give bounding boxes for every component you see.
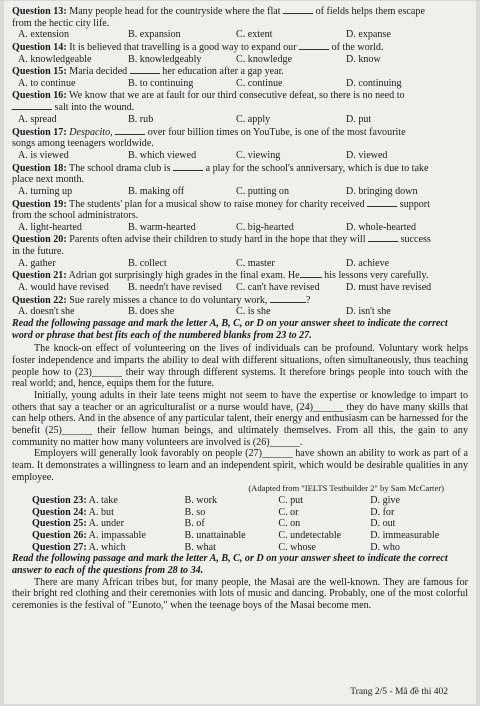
answer-blank [300,269,322,278]
question-17: Question 17: Despacito, over four billion times on YouTube, is one of the most favourite songs among teenagers worldwide. A. is viewed B. which viewed C. viewing D. viewed [12,126,406,161]
question-15: Question 15: Maria decided her education after a gap year. A. to continue B. to continuing C. continue D. continuing [12,66,402,89]
question-23: Question 23: A. take B. work C. put D. give [32,494,400,506]
passage-source: (Adapted from "IELTS Testbuilder 2" by Sam McCarter) [248,483,444,494]
passage-paragraph: Initially, young adults in their late teens might not seem to have the expertise or knowledge to impart to others that say a teacher or an agriculturalist or a nurse would have, (24)______ they do have many skills that can help others. And in the absence of any particular talent, their energy and enthusiasm can be harnessed for the benefit (25)______ their fellow human beings, and ultimately themselves. From all this, the gain to any community no matter how many volunteers are involved is (26)______. [12,390,468,448]
answer-blank [173,162,203,171]
question-19: Question 19: The students' plan for a musical show to raise money for charity received support from the school administrators. A. light-hearted B. warm-hearted C. big-hearted D. whole-hearted [12,198,430,233]
passage-instruction: Read the following passage and mark the letter A, B, C, or D on your answer sheet to indicate the correct answer to each of the questions from 28 to 34. [12,553,448,576]
question-24: Question 24: A. but B. so C. or D. for [32,506,395,518]
reading-passage [12,343,468,483]
question-14: Question 14: It is believed that travelling is a good way to expand our of the world. A. knowledgeable B. knowledgeably C. knowledge D. know [12,41,384,65]
answer-blank [299,41,329,50]
answer-blank [270,294,306,303]
question-21: Question 21: Adrian got surprisingly high grades in the final exam. He his lessons very carefully. A. would have revised B. needn't have revised C. can't have revised D. must have revised [12,270,432,294]
answer-blank [130,65,160,74]
passage-paragraph: There are many African tribes but, for many people, the Masai are the well-known. They are famous for their bright red clothing and their ceremonies with lots of music and dancing. Probably, one of the most colorful ceremonies is the festival of "Eunoto," when the teenage boys of the Masai become men. [12,576,468,611]
question-18: Question 18: The school drama club is a play for the school's anniversary, which is due to take place next month. A. turning up B. making off C. putting on D. bringing down [12,162,429,197]
answer-blank [367,198,397,207]
passage-instruction: Read the following passage and mark the letter A, B, C, or D on your answer sheet to indicate the correct word or phrase that best fits each of the numbered blanks from 23 to 27. [12,318,448,341]
question-20: Question 20: Parents often advise their children to study hard in the hope that they will success in the future. A. gather B. collect C. master D. achieve [12,234,431,269]
question-26: Question 26: A. impassable B. unattainable C. undetectable D. immeasurable [32,529,440,541]
passage-paragraph: The knock-on effect of volunteering on the lives of individuals can be profound. Voluntary work helps foster independence and imparts the ability to deal with different situations, often simultaneously, thus teaching people how to (23)______ their way through different systems. It therefore brings people into touch with the real world; and, hence, equips them for the future. [12,343,468,390]
question-25: Question 25: A. under B. of C. on D. out [32,518,396,530]
answer-blank [283,5,313,14]
question-22: Question 22: Sue rarely misses a chance to do voluntary work, ? A. doesn't she B. does she C. is she D. isn't she [12,294,391,318]
answer-blank [12,101,52,110]
exam-page [4,1,476,704]
question-27: Question 27: A. which B. what C. whose D. who [32,541,400,553]
question-16: Question 16: We know that we are at fault for our third consecutive defeat, so there is no need to salt into the wound. A. spread B. rub C. apply D. put [12,89,405,125]
page-footer: Trang 2/5 - Mã đề thi 402 [350,687,448,698]
question-13: Question 13: Many people head for the countryside where the flat of fields helps them escape from the hectic city life. A. extension B. expansion C. extent D. expanse [12,6,425,41]
answer-blank [368,233,398,242]
passage-paragraph: Employers will generally look favorably on people (27)______ have shown an ability to work as part of a team. It demonstrates a willingness to learn and an independent spirit, which would be desirable qualities in any employee. [12,448,468,483]
answer-options [12,495,468,553]
answer-blank [115,126,145,135]
